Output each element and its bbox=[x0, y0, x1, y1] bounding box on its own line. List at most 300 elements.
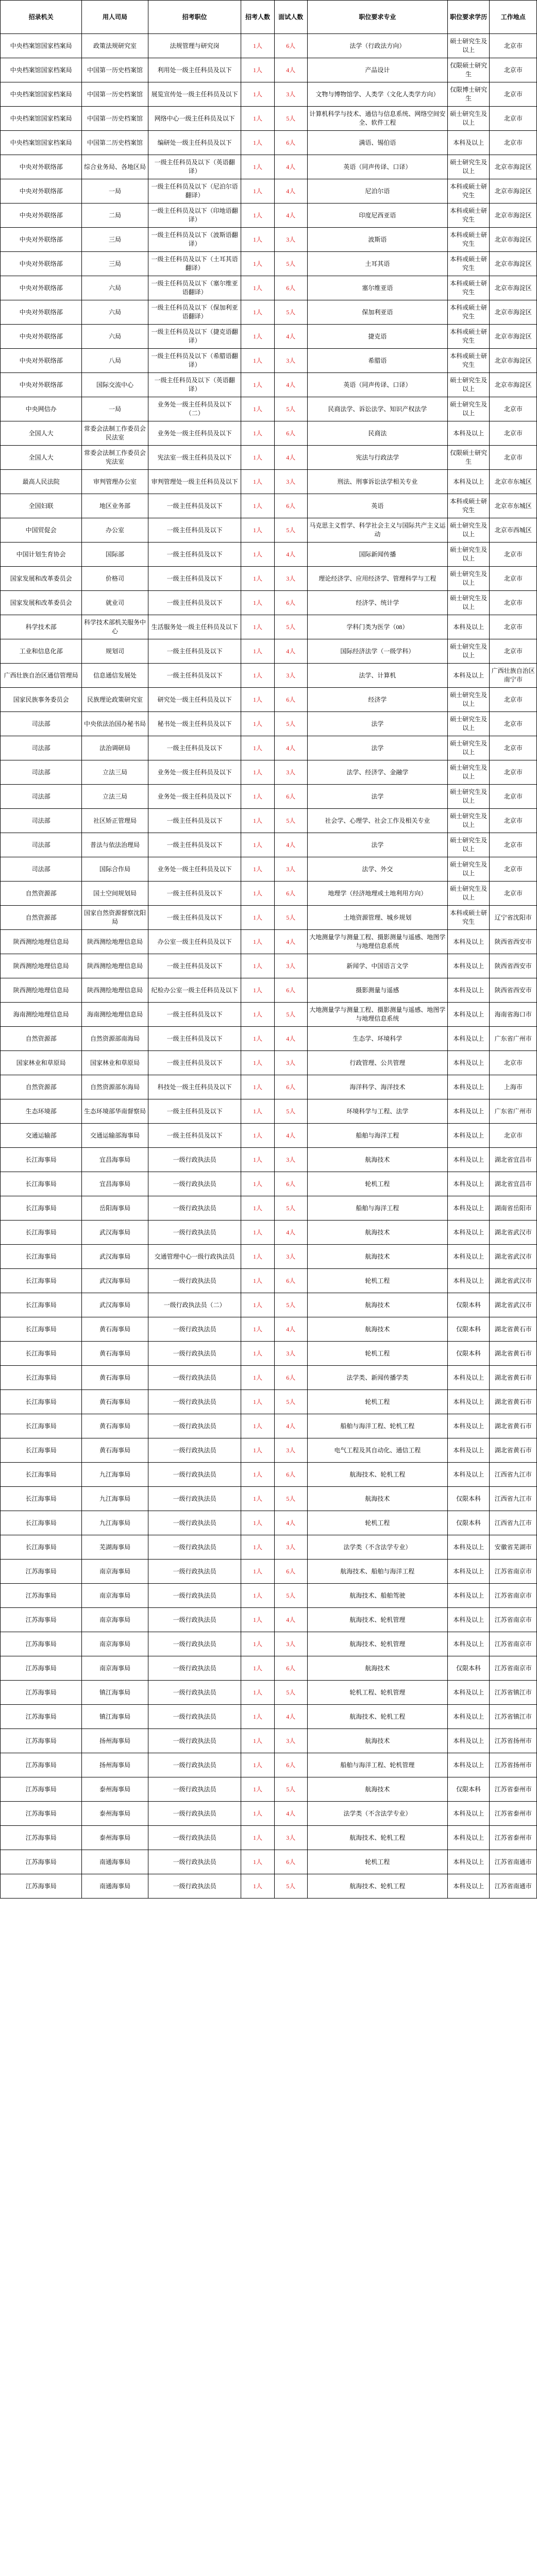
cell-major: 法学类（不含法学专业） bbox=[307, 1535, 447, 1560]
cell-agency: 江苏海事局 bbox=[1, 1632, 82, 1656]
cell-location: 江西省九江市 bbox=[490, 1463, 537, 1487]
cell-location: 陕西省西安市 bbox=[490, 930, 537, 954]
cell-agency: 国家民族事务委员会 bbox=[1, 688, 82, 712]
cell-major: 船舶与海洋工程、轮机工程 bbox=[307, 1414, 447, 1438]
cell-agency: 陕西测绘地理信息局 bbox=[1, 978, 82, 1003]
cell-hire-count: 1人 bbox=[241, 1632, 274, 1656]
cell-education: 本科及以上 bbox=[447, 1366, 490, 1390]
cell-hire-count: 1人 bbox=[241, 664, 274, 688]
cell-education: 硕士研究生及以上 bbox=[447, 591, 490, 615]
cell-agency: 中央档案馆国家档案局 bbox=[1, 58, 82, 82]
cell-interview-count: 3人 bbox=[274, 567, 307, 591]
table-row bbox=[1, 1729, 537, 1753]
cell-position: 一级行政执法员 bbox=[148, 1802, 241, 1826]
cell-education: 硕士研究生及以上 bbox=[447, 373, 490, 397]
cell-hire-count: 1人 bbox=[241, 785, 274, 809]
cell-major: 马克思主义哲学、科学社会主义与国际共产主义运动 bbox=[307, 518, 447, 543]
cell-department: 国土空间规划局 bbox=[82, 882, 148, 906]
cell-location: 北京市东城区 bbox=[490, 494, 537, 518]
cell-agency: 中央对外联络部 bbox=[1, 325, 82, 349]
cell-education: 硕士研究生及以上 bbox=[447, 155, 490, 179]
cell-major: 英语（同声传译、口译） bbox=[307, 155, 447, 179]
cell-education: 本科及以上 bbox=[447, 1027, 490, 1051]
cell-location: 北京市海淀区 bbox=[490, 252, 537, 276]
cell-location: 北京市 bbox=[490, 421, 537, 446]
cell-position: 一级主任科员及以下 bbox=[148, 543, 241, 567]
cell-hire-count: 1人 bbox=[241, 1317, 274, 1342]
cell-major: 英语（同声传译、口译） bbox=[307, 373, 447, 397]
table-row bbox=[1, 1560, 537, 1584]
cell-major: 海洋科学、海洋技术 bbox=[307, 1075, 447, 1099]
table-row bbox=[1, 1777, 537, 1802]
cell-major: 计算机科学与技术、通信与信息系统、网络空间安全、软件工程 bbox=[307, 107, 447, 131]
cell-department: 六局 bbox=[82, 300, 148, 325]
cell-interview-count: 6人 bbox=[274, 494, 307, 518]
cell-position: 办公室一级主任科员及以下 bbox=[148, 930, 241, 954]
cell-location: 江苏省南通市 bbox=[490, 1850, 537, 1874]
table-row bbox=[1, 1124, 537, 1148]
cell-hire-count: 1人 bbox=[241, 58, 274, 82]
cell-position: 一级主任科员及以下 bbox=[148, 1003, 241, 1027]
cell-major: 航海技术 bbox=[307, 1487, 447, 1511]
header-position: 招考职位 bbox=[148, 1, 241, 34]
cell-major: 轮机工程 bbox=[307, 1269, 447, 1293]
cell-hire-count: 1人 bbox=[241, 82, 274, 107]
cell-agency: 江苏海事局 bbox=[1, 1802, 82, 1826]
cell-major: 航海技术、轮机管理 bbox=[307, 1608, 447, 1632]
cell-location: 湖北省宜昌市 bbox=[490, 1148, 537, 1172]
cell-position: 一级主任科员及以下（希腊语翻译） bbox=[148, 349, 241, 373]
cell-position: 一级主任科员及以下 bbox=[148, 494, 241, 518]
cell-department: 黄石海事局 bbox=[82, 1317, 148, 1342]
cell-education: 本科及以上 bbox=[447, 1003, 490, 1027]
cell-hire-count: 1人 bbox=[241, 1584, 274, 1608]
cell-position: 一级行政执法员 bbox=[148, 1850, 241, 1874]
cell-location: 北京市 bbox=[490, 446, 537, 470]
cell-major: 航海技术、轮机管理 bbox=[307, 1632, 447, 1656]
cell-education: 硕士研究生及以上 bbox=[447, 809, 490, 833]
cell-education: 仅限硕士研究生 bbox=[447, 446, 490, 470]
cell-hire-count: 1人 bbox=[241, 930, 274, 954]
table-row bbox=[1, 518, 537, 543]
cell-position: 一级主任科员及以下 bbox=[148, 882, 241, 906]
cell-major: 大地测量学与测量工程、摄影测量与遥感、地图学与地理信息系统 bbox=[307, 930, 447, 954]
cell-department: 价格司 bbox=[82, 567, 148, 591]
cell-hire-count: 1人 bbox=[241, 1414, 274, 1438]
table-row bbox=[1, 1463, 537, 1487]
cell-major: 航海技术 bbox=[307, 1656, 447, 1681]
cell-hire-count: 1人 bbox=[241, 712, 274, 736]
cell-hire-count: 1人 bbox=[241, 1003, 274, 1027]
cell-location: 广东省广州市 bbox=[490, 1099, 537, 1124]
cell-major: 波斯语 bbox=[307, 228, 447, 252]
cell-hire-count: 1人 bbox=[241, 1342, 274, 1366]
cell-major: 航海技术 bbox=[307, 1245, 447, 1269]
cell-agency: 中央对外联络部 bbox=[1, 300, 82, 325]
cell-interview-count: 5人 bbox=[274, 809, 307, 833]
cell-department: 黄石海事局 bbox=[82, 1438, 148, 1463]
cell-interview-count: 4人 bbox=[274, 1027, 307, 1051]
cell-position: 科技处一级主任科员及以下 bbox=[148, 1075, 241, 1099]
cell-major: 航海技术 bbox=[307, 1317, 447, 1342]
cell-position: 一级行政执法员 bbox=[148, 1221, 241, 1245]
cell-agency: 中央档案馆国家档案局 bbox=[1, 131, 82, 155]
cell-major: 捷克语 bbox=[307, 325, 447, 349]
cell-department: 自然资源部南海局 bbox=[82, 1027, 148, 1051]
cell-interview-count: 6人 bbox=[274, 1172, 307, 1196]
table-header bbox=[1, 1, 537, 34]
cell-location: 北京市 bbox=[490, 809, 537, 833]
table-row bbox=[1, 809, 537, 833]
cell-agency: 自然资源部 bbox=[1, 906, 82, 930]
cell-agency: 江苏海事局 bbox=[1, 1729, 82, 1753]
cell-department: 国家自然资源督察沈阳局 bbox=[82, 906, 148, 930]
cell-agency: 广西壮族自治区通信管理局 bbox=[1, 664, 82, 688]
cell-agency: 江苏海事局 bbox=[1, 1705, 82, 1729]
cell-education: 本科或硕士研究生 bbox=[447, 906, 490, 930]
cell-position: 网络中心一级主任科员及以下 bbox=[148, 107, 241, 131]
cell-position: 一级行政执法员 bbox=[148, 1438, 241, 1463]
cell-position: 纪检办公室一级主任科员及以下 bbox=[148, 978, 241, 1003]
cell-location: 江苏省南京市 bbox=[490, 1656, 537, 1681]
cell-interview-count: 5人 bbox=[274, 1487, 307, 1511]
table-row bbox=[1, 760, 537, 785]
cell-major: 船舶与海洋工程 bbox=[307, 1124, 447, 1148]
cell-major: 电气工程及其自动化、通信工程 bbox=[307, 1438, 447, 1463]
cell-hire-count: 1人 bbox=[241, 1511, 274, 1535]
header-agency: 招录机关 bbox=[1, 1, 82, 34]
cell-hire-count: 1人 bbox=[241, 1245, 274, 1269]
table-row bbox=[1, 470, 537, 494]
cell-major: 轮机工程 bbox=[307, 1172, 447, 1196]
cell-department: 海南测绘地理信息局 bbox=[82, 1003, 148, 1027]
cell-major: 土耳其语 bbox=[307, 252, 447, 276]
cell-location: 北京市 bbox=[490, 785, 537, 809]
cell-position: 一级主任科员及以下 bbox=[148, 736, 241, 760]
cell-department: 六局 bbox=[82, 276, 148, 300]
cell-education: 本科或硕士研究生 bbox=[447, 252, 490, 276]
cell-position: 一级主任科员及以下 bbox=[148, 639, 241, 664]
cell-interview-count: 4人 bbox=[274, 1802, 307, 1826]
header-department: 用人司局 bbox=[82, 1, 148, 34]
cell-interview-count: 6人 bbox=[274, 688, 307, 712]
cell-location: 北京市 bbox=[490, 107, 537, 131]
cell-interview-count: 3人 bbox=[274, 1535, 307, 1560]
cell-hire-count: 1人 bbox=[241, 1705, 274, 1729]
cell-interview-count: 4人 bbox=[274, 1511, 307, 1535]
cell-position: 一级行政执法员 bbox=[148, 1511, 241, 1535]
cell-hire-count: 1人 bbox=[241, 373, 274, 397]
cell-major: 学科门类为医学（08） bbox=[307, 615, 447, 639]
cell-education: 本科及以上 bbox=[447, 1608, 490, 1632]
cell-hire-count: 1人 bbox=[241, 857, 274, 882]
cell-location: 北京市 bbox=[490, 34, 537, 58]
cell-interview-count: 6人 bbox=[274, 421, 307, 446]
cell-location: 江苏省镇江市 bbox=[490, 1681, 537, 1705]
cell-interview-count: 4人 bbox=[274, 1124, 307, 1148]
cell-interview-count: 5人 bbox=[274, 615, 307, 639]
cell-department: 九江海事局 bbox=[82, 1487, 148, 1511]
cell-department: 中国第一历史档案馆 bbox=[82, 82, 148, 107]
table-row bbox=[1, 1196, 537, 1221]
cell-location: 北京市 bbox=[490, 736, 537, 760]
cell-location: 北京市 bbox=[490, 688, 537, 712]
cell-education: 本科及以上 bbox=[447, 131, 490, 155]
cell-department: 普法与依法治理局 bbox=[82, 833, 148, 857]
cell-interview-count: 6人 bbox=[274, 1269, 307, 1293]
cell-hire-count: 1人 bbox=[241, 1802, 274, 1826]
table-row bbox=[1, 1632, 537, 1656]
cell-agency: 中央对外联络部 bbox=[1, 228, 82, 252]
cell-major: 航海技术 bbox=[307, 1293, 447, 1317]
cell-interview-count: 4人 bbox=[274, 204, 307, 228]
cell-major: 环境科学与工程、法学 bbox=[307, 1099, 447, 1124]
cell-agency: 陕西测绘地理信息局 bbox=[1, 954, 82, 978]
cell-education: 硕士研究生及以上 bbox=[447, 736, 490, 760]
cell-interview-count: 5人 bbox=[274, 712, 307, 736]
cell-position: 利用处一级主任科员及以下 bbox=[148, 58, 241, 82]
cell-major: 航海技术、轮机工程 bbox=[307, 1874, 447, 1899]
cell-agency: 科学技术部 bbox=[1, 615, 82, 639]
cell-position: 业务处一级主任科员及以下 bbox=[148, 785, 241, 809]
table-row bbox=[1, 1511, 537, 1535]
table-row bbox=[1, 1317, 537, 1342]
cell-agency: 中央对外联络部 bbox=[1, 204, 82, 228]
cell-hire-count: 1人 bbox=[241, 349, 274, 373]
table-row bbox=[1, 1826, 537, 1850]
cell-position: 一级主任科员及以下 bbox=[148, 518, 241, 543]
table-row bbox=[1, 688, 537, 712]
header-interview-count: 面试人数 bbox=[274, 1, 307, 34]
cell-department: 中国第一历史档案馆 bbox=[82, 58, 148, 82]
cell-location: 北京市海淀区 bbox=[490, 155, 537, 179]
cell-interview-count: 5人 bbox=[274, 252, 307, 276]
cell-department: 综合业务局、各地区局 bbox=[82, 155, 148, 179]
cell-hire-count: 1人 bbox=[241, 1293, 274, 1317]
cell-position: 一级主任科员及以下 bbox=[148, 567, 241, 591]
table-row bbox=[1, 1051, 537, 1075]
cell-education: 硕士研究生及以上 bbox=[447, 882, 490, 906]
cell-major: 民商法学、诉讼法学、知识产权法学 bbox=[307, 397, 447, 421]
cell-hire-count: 1人 bbox=[241, 591, 274, 615]
cell-position: 一级主任科员及以下 bbox=[148, 664, 241, 688]
cell-education: 硕士研究生及以上 bbox=[447, 688, 490, 712]
cell-major: 行政管理、公共管理 bbox=[307, 1051, 447, 1075]
cell-position: 一级行政执法员 bbox=[148, 1342, 241, 1366]
cell-major: 印度尼西亚语 bbox=[307, 204, 447, 228]
cell-hire-count: 1人 bbox=[241, 1535, 274, 1560]
cell-location: 北京市 bbox=[490, 591, 537, 615]
cell-hire-count: 1人 bbox=[241, 1729, 274, 1753]
table-row bbox=[1, 1172, 537, 1196]
cell-department: 三局 bbox=[82, 252, 148, 276]
cell-department: 六局 bbox=[82, 325, 148, 349]
cell-interview-count: 3人 bbox=[274, 1729, 307, 1753]
cell-department: 扬州海事局 bbox=[82, 1729, 148, 1753]
cell-hire-count: 1人 bbox=[241, 1874, 274, 1899]
cell-department: 民族理论政策研究室 bbox=[82, 688, 148, 712]
cell-agency: 工业和信息化部 bbox=[1, 639, 82, 664]
cell-location: 北京市 bbox=[490, 1051, 537, 1075]
cell-location: 广西壮族自治区南宁市 bbox=[490, 664, 537, 688]
cell-location: 江苏省南通市 bbox=[490, 1874, 537, 1899]
cell-location: 海南省海口市 bbox=[490, 1003, 537, 1027]
cell-education: 本科及以上 bbox=[447, 1148, 490, 1172]
table-row bbox=[1, 1342, 537, 1366]
cell-position: 交通管理中心一级行政执法员 bbox=[148, 1245, 241, 1269]
table-row bbox=[1, 276, 537, 300]
cell-hire-count: 1人 bbox=[241, 833, 274, 857]
cell-major: 经济学、统计学 bbox=[307, 591, 447, 615]
cell-interview-count: 5人 bbox=[274, 300, 307, 325]
header-hire-count: 招考人数 bbox=[241, 1, 274, 34]
cell-interview-count: 6人 bbox=[274, 785, 307, 809]
cell-position: 一级行政执法员 bbox=[148, 1656, 241, 1681]
cell-department: 地区业务部 bbox=[82, 494, 148, 518]
cell-hire-count: 1人 bbox=[241, 1560, 274, 1584]
cell-education: 本科及以上 bbox=[447, 1196, 490, 1221]
cell-agency: 海南测绘地理信息局 bbox=[1, 1003, 82, 1027]
table-row bbox=[1, 1802, 537, 1826]
cell-hire-count: 1人 bbox=[241, 1172, 274, 1196]
table-row bbox=[1, 1269, 537, 1293]
cell-position: 一级行政执法员 bbox=[148, 1632, 241, 1656]
cell-education: 本科或硕士研究生 bbox=[447, 325, 490, 349]
header-education: 职位要求学历 bbox=[447, 1, 490, 34]
cell-location: 北京市海淀区 bbox=[490, 349, 537, 373]
cell-hire-count: 1人 bbox=[241, 1390, 274, 1414]
cell-interview-count: 4人 bbox=[274, 1608, 307, 1632]
cell-department: 自然资源部东海局 bbox=[82, 1075, 148, 1099]
table-row bbox=[1, 930, 537, 954]
cell-interview-count: 6人 bbox=[274, 1463, 307, 1487]
cell-hire-count: 1人 bbox=[241, 107, 274, 131]
cell-location: 北京市海淀区 bbox=[490, 373, 537, 397]
cell-hire-count: 1人 bbox=[241, 155, 274, 179]
table-row bbox=[1, 228, 537, 252]
table-row bbox=[1, 1099, 537, 1124]
cell-position: 一级行政执法员 bbox=[148, 1777, 241, 1802]
cell-department: 陕西测绘地理信息局 bbox=[82, 930, 148, 954]
cell-interview-count: 4人 bbox=[274, 930, 307, 954]
cell-position: 一级主任科员及以下（土耳其语翻译） bbox=[148, 252, 241, 276]
cell-department: 法治调研局 bbox=[82, 736, 148, 760]
table-row bbox=[1, 1293, 537, 1317]
header-row bbox=[1, 1, 537, 34]
cell-interview-count: 5人 bbox=[274, 1777, 307, 1802]
cell-education: 硕士研究生及以上 bbox=[447, 34, 490, 58]
cell-major: 保加利亚语 bbox=[307, 300, 447, 325]
cell-department: 九江海事局 bbox=[82, 1511, 148, 1535]
cell-education: 硕士研究生及以上 bbox=[447, 107, 490, 131]
table-row bbox=[1, 1753, 537, 1777]
cell-location: 湖北省武汉市 bbox=[490, 1221, 537, 1245]
cell-department: 审判管理办公室 bbox=[82, 470, 148, 494]
cell-education: 本科及以上 bbox=[447, 1051, 490, 1075]
table-row bbox=[1, 978, 537, 1003]
cell-education: 仅限本科 bbox=[447, 1656, 490, 1681]
cell-education: 本科及以上 bbox=[447, 664, 490, 688]
cell-education: 本科或硕士研究生 bbox=[447, 349, 490, 373]
cell-education: 本科及以上 bbox=[447, 1560, 490, 1584]
cell-agency: 长江海事局 bbox=[1, 1342, 82, 1366]
cell-agency: 江苏海事局 bbox=[1, 1584, 82, 1608]
cell-location: 北京市海淀区 bbox=[490, 179, 537, 204]
table-row bbox=[1, 1535, 537, 1560]
cell-major: 理论经济学、应用经济学、管理科学与工程 bbox=[307, 567, 447, 591]
cell-education: 本科或硕士研究生 bbox=[447, 228, 490, 252]
cell-agency: 长江海事局 bbox=[1, 1366, 82, 1390]
cell-department: 国家林业和草原局 bbox=[82, 1051, 148, 1075]
cell-position: 一级行政执法员（二） bbox=[148, 1293, 241, 1317]
cell-major: 法学（行政法方向） bbox=[307, 34, 447, 58]
cell-major: 航海技术 bbox=[307, 1729, 447, 1753]
cell-interview-count: 4人 bbox=[274, 1705, 307, 1729]
cell-interview-count: 6人 bbox=[274, 1850, 307, 1874]
cell-location: 江西省九江市 bbox=[490, 1487, 537, 1511]
cell-agency: 中央对外联络部 bbox=[1, 252, 82, 276]
cell-education: 本科或硕士研究生 bbox=[447, 204, 490, 228]
cell-interview-count: 4人 bbox=[274, 446, 307, 470]
table-row bbox=[1, 712, 537, 736]
cell-agency: 江苏海事局 bbox=[1, 1656, 82, 1681]
cell-location: 安徽省芜湖市 bbox=[490, 1535, 537, 1560]
cell-agency: 江苏海事局 bbox=[1, 1608, 82, 1632]
cell-department: 社区矫正管理局 bbox=[82, 809, 148, 833]
cell-position: 一级行政执法员 bbox=[148, 1535, 241, 1560]
cell-position: 一级行政执法员 bbox=[148, 1148, 241, 1172]
table-row bbox=[1, 34, 537, 58]
cell-agency: 长江海事局 bbox=[1, 1245, 82, 1269]
cell-position: 一级主任科员及以下（波斯语翻译） bbox=[148, 228, 241, 252]
cell-location: 北京市 bbox=[490, 857, 537, 882]
cell-agency: 中央对外联络部 bbox=[1, 276, 82, 300]
cell-department: 规划司 bbox=[82, 639, 148, 664]
cell-hire-count: 1人 bbox=[241, 494, 274, 518]
cell-interview-count: 5人 bbox=[274, 1003, 307, 1027]
table-row bbox=[1, 1438, 537, 1463]
cell-hire-count: 1人 bbox=[241, 882, 274, 906]
cell-location: 湖北省黄石市 bbox=[490, 1438, 537, 1463]
table-row bbox=[1, 954, 537, 978]
cell-interview-count: 5人 bbox=[274, 1584, 307, 1608]
cell-agency: 国家发展和改革委员会 bbox=[1, 591, 82, 615]
cell-education: 本科及以上 bbox=[447, 1802, 490, 1826]
cell-department: 宜昌海事局 bbox=[82, 1148, 148, 1172]
table-row bbox=[1, 1245, 537, 1269]
cell-position: 一级行政执法员 bbox=[148, 1196, 241, 1221]
cell-location: 湖北省武汉市 bbox=[490, 1245, 537, 1269]
cell-hire-count: 1人 bbox=[241, 325, 274, 349]
cell-location: 湖北省武汉市 bbox=[490, 1293, 537, 1317]
cell-education: 本科及以上 bbox=[447, 1850, 490, 1874]
cell-location: 北京市 bbox=[490, 760, 537, 785]
cell-location: 陕西省西安市 bbox=[490, 954, 537, 978]
cell-interview-count: 6人 bbox=[274, 591, 307, 615]
table-row bbox=[1, 1003, 537, 1027]
cell-agency: 长江海事局 bbox=[1, 1535, 82, 1560]
table-row bbox=[1, 179, 537, 204]
cell-interview-count: 5人 bbox=[274, 906, 307, 930]
cell-interview-count: 4人 bbox=[274, 325, 307, 349]
cell-interview-count: 4人 bbox=[274, 833, 307, 857]
cell-interview-count: 3人 bbox=[274, 954, 307, 978]
cell-interview-count: 5人 bbox=[274, 518, 307, 543]
cell-interview-count: 3人 bbox=[274, 1245, 307, 1269]
cell-agency: 全国妇联 bbox=[1, 494, 82, 518]
cell-hire-count: 1人 bbox=[241, 1269, 274, 1293]
cell-major: 刑法、刑事诉讼法学相关专业 bbox=[307, 470, 447, 494]
